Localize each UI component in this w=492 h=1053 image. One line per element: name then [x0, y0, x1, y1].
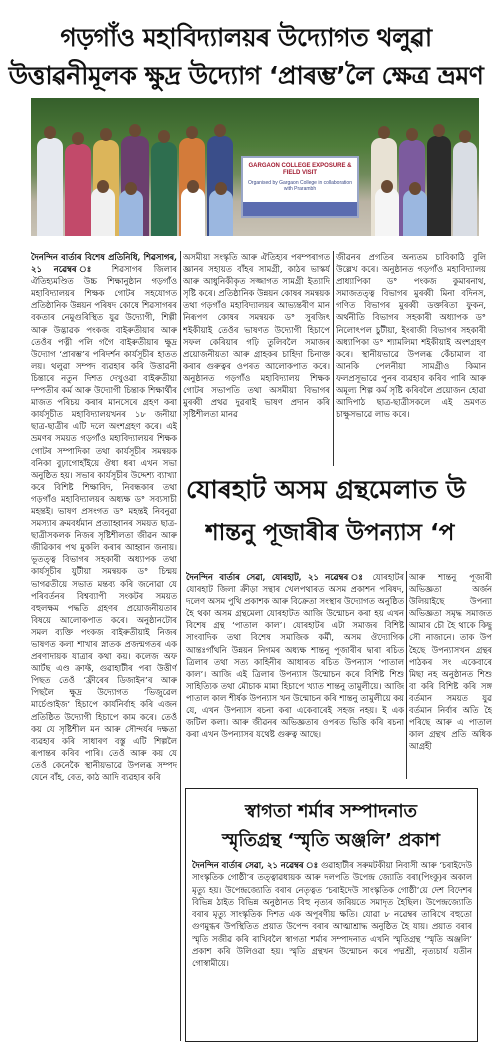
- article1-column3-text: জীৱনৰ প্ৰগতিৰ অন্যতম চাবিকাঠি বুলি উল্লেখ কৰে। অনুষ্ঠানত গড়গাঁও মহাবিদ্যালয় প্ৰাধ্যাপিকা ড° পংকজ কুমাৰনাথ, সমাজতত্ত্ব বিভাগৰ মুৰব্বী মিনা বদিনস, গণিত বিভাগৰ মুৰব্বী ডক্তৰিতা ফুকন, অৰ্থনীতি বিভাগৰ সহকাৰী অধ্যাপক ড° নিলোৎপল চুটীয়া, ইংৰাজী বিভাগৰ সহকাৰী অধ্যাপিকা ড° শ্যামলিমা শইকীয়াই অংশগ্ৰহণ কৰে। স্থানীয়ভাৱে উপলব্ধ কেঁচামাল বা আনকি পেলনীয়া সামগ্ৰীও কিমান ফলপ্ৰসূভাৱে পুনৰ ব্যৱহাৰ কৰিব পাৰি আৰু অমূল্য শিল্প কৰ্ম সৃষ্টি কৰিবলৈ প্ৰয়োজন হোৱা আদিপাঠ ছাত্ৰ-ছাত্ৰীসকলে এই ভ্ৰমণত চাক্ষুসভাৱে লাভ কৰে।: [336, 252, 486, 420]
- article1-column1: [31, 251, 177, 1047]
- article1-column2-text: অসমীয়া সংস্কৃতি আৰু ঐতিহ্যৰ পৰম্পৰাগত জ্ঞানৰ সহায়ত বাঁহৰ সামগ্ৰী, কাঠৰ ভাস্কৰ্য আৰু আধুনিকীকৃত সজ্জাগত সামগ্ৰী ইত্যাদি সৃষ্টি কৰে। প্ৰতিষ্ঠানিক উন্নয়ন কোষৰ সমন্বয়ক তথা গড়গাঁও মহাবিদ্যালয়ৰ আভ্যন্তৰীণ মান নিৰূপণ কোষৰ সমন্বয়ক ড° সুৰজিৎ শইকীয়াই তেওঁৰ ভাষণত উদ্যোগী হিচাপে সফল কেৰিয়াৰ গঢ়ি তুলিবলৈ সমাজৰ প্ৰয়োজনীয়তা আৰু গ্ৰাহকৰ চাহিদা চিনাক্ত কৰাৰ গুৰুত্বৰ ওপৰত আলোকপাত কৰে। অনুষ্ঠানত গড়গাঁও মহাবিদ্যালয় শিক্ষক গোটৰ সভাপতি তথা অসমীয়া বিভাগৰ মুৰব্বী প্ৰথৱ দুৱৰাই ভাষণ প্ৰদান কৰি সৃষ্টিশীলতা মানৱ: [183, 252, 330, 420]
- person-figure: [151, 142, 177, 236]
- person-figure: [209, 190, 233, 236]
- article1-byline: দৈনন্দিন বাৰ্তাৰ বিশেষ প্ৰতিনিধি, শিৱসাগৰ, ২১ নৱেম্বৰ ঃ: [31, 252, 177, 275]
- article2-byline: দৈনন্দিন বাৰ্তাৰ সেৱা, যোৰহাট, ২১ নৱেম্বৰ ঃ: [186, 572, 367, 582]
- person-head: [409, 182, 421, 195]
- person-head: [433, 124, 445, 137]
- person-head: [378, 126, 390, 139]
- article1-column2: [183, 251, 330, 466]
- article1-column3: [336, 251, 486, 466]
- person-head: [72, 132, 84, 145]
- article2-column2-text: আৰু শান্তনু পূজাৰী অভিজ্ঞতা অৰ্জন উলিয়াইছে উপন্যা অভিজ্ঞতা সমৃদ্ধ সমাজত আমাৰ চৌ হৈ থাকে কিছু সৌ নাজানে। তাক উপ হৈছে উপন্যাসখন গ্ৰন্থৰ পাঠকৰ সং একেবাৰে মিছা নহ অনুষ্ঠানত শিশু বা কৰি বিশিষ্ট কৰি সঙ্গ বৰ্তমান সময়ত যুৱ বৰ্তমান নিৰ্বাৰ অতি হৈ পৰিছে আৰু এ পাতাল কাল গ্ৰন্থখ প্ৰতি অধিক আগ্ৰহী: [409, 572, 492, 752]
- article1-column1-text: শিৱসাগৰ জিলাৰ ঐতিহ্যমণ্ডিত উচ্চ শিক্ষানুষ্ঠান গড়গাঁও মহাবিদ্যালয়ৰ শিক্ষক গোটৰ সহযোগত প্ৰতিষ্ঠানিক উন্নয়ন পৰিষদ কোষে শিৱসাগৰৰ বকতাৰ নেমুগুৰিস্থিত যুৱ উদ্যোগী, শিল্পী আৰু উদ্ভাৱক পংকজ বাইৰুতীয়াৰ আৰু তেওঁৰ পত্নী পলি গগৈ বাইৰুতীয়াৰ ক্ষুদ্ৰ উদ্যোগ ‘প্ৰাৰম্ভ’ৰ পৰিদৰ্শন কাৰ্যসূচীৰ হাতত লয়। থলুৱা সম্পদ ব্যৱহাৰ কৰি উত্তাৱনী চিন্তাৰে নতুন দিশত দেখুওৱা বাইৰুতীয়া দম্পতীৰ কৰ্ম আৰু উদ্যোগী চিন্তাক শিক্ষাৰ্থীৰ মাজত পৰিচয় কৰাৰ মানসেৰে গ্ৰহণ কৰা কাৰ্যসূচীত মহাবিদ্যালয়খনৰ ১৮ জনীয়া ছাত্ৰ-ছাত্ৰীৰ এটি দলে অংশগ্ৰহণ কৰে। এই ভ্ৰমণৰ সময়ত গড়গাঁও মহাবিদ্যালয়ৰ শিক্ষক গোটৰ সম্পাদিকা তথা কাৰ্যসূচীৰ সমন্বয়ক বনিকা বুঢ়াগোহাঁইয়ে ঔধা ধৰা এখন সভা অনুষ্ঠিত হয়। সভাৰ কাৰ্যসূচীৰ উদ্দেশ্য ব্যাখ্যা কৰে বিশিষ্ট শিক্ষাবিদ, নিবন্ধকাৰ তথা গড়গাঁও মহাবিদ্যালয়ৰ অধ্যক্ষ ড° সব্যসাচী মহন্তই। ভাষণ প্ৰসংগত ড° মহন্তই নিবনুৱা সমস্যাৰ ক্ৰমবৰ্ধমান প্ৰত্যাহ্বানৰ সময়ত ছাত্ৰ-ছাত্ৰীসকলক নিজৰ সৃষ্টিশীলতা জীৱন আৰু জীৱিকাৰ পথ মুকলি কৰাৰ আহ্বান জনায়। ভূতত্ত্ব বিভাগৰ সহকাৰী অধ্যাপক তথা কাৰ্যসূচীৰ যুটীয়া সমন্বয়ক ড° চিন্ময় ভাগৱতীয়ে সভাত মন্তব্য কৰি জনোৱা যে পৰিবৰ্তনৰ বিশ্বব্যাপী সংকটৰ সময়ত বহুলক্ষম পদ্ধতি গ্ৰহণৰ প্ৰয়োজনীয়তাৰ বিষয়ে আলোকপাত কৰে। অনুষ্ঠানটোৰ সমল ব্যক্তি পংকজ বাইৰুতীয়াই নিজৰ ভাষণত কলা শাখাৰ স্নাতক প্ৰজন্মগতৰ এক প্ৰৰণাদায়ক যাত্ৰাৰ কথা কয়। কলেজ অফ আৰ্টছ এণ্ড ক্ৰাফ্ট, গুৱাহাটীৰ পৰা উত্তীৰ্ণ পিছত তেওঁ ‘ফ্ৰীৰেৰ ডিজাইন’ৰ আৰু পিছলৈ ক্ষুদ্ৰ উদ্যোগত ‘ভিজুৱেল মাৰ্চেণ্ডাইজ’ হিচাপে কাৰ্যনিৰ্বাহ কৰি এজন প্ৰতিষ্ঠিত উদ্যোগী হিচাপে কাম কৰে। তেওঁ কয় যে সৃষ্টিশীল মন আৰু সৌন্দৰ্যৰ দক্ষতা ব্যৱহাৰ কৰি সাধাৰণ বস্তু এটি শিল্পলৈ ৰূপান্তৰ কৰিব পাৰি। তেওঁ আৰু কয় যে তেওঁ কেনেকৈ স্থানীয়ভাৱে উপলব্ধ সম্পদ যেনে বাঁহ, বেত, কাঠ আদি ব্যৱহাৰ কৰি: [31, 264, 177, 783]
- person-head: [186, 126, 198, 139]
- person-head: [459, 130, 471, 143]
- person-figure: [65, 144, 91, 236]
- person-figure: [37, 138, 63, 236]
- person-figure: [427, 136, 451, 236]
- article3-headline-line1: স্বাগতা শৰ্মাৰ সম্পাদনাত: [244, 801, 418, 822]
- person-figure: [119, 190, 143, 236]
- article2-column2: [409, 571, 492, 779]
- column-rule: [406, 571, 407, 779]
- person-head: [129, 124, 141, 137]
- article3-box: [185, 788, 478, 1042]
- article3-byline: দৈনন্দিন বাৰ্তাৰ সেৱা, ২১ নৱেম্বৰ ঃ: [192, 860, 319, 870]
- column-rule: [333, 251, 334, 466]
- person-figure: [181, 188, 205, 236]
- person-head: [100, 128, 112, 141]
- person-head: [406, 128, 418, 141]
- person-figure: [453, 142, 477, 236]
- person-figure: [375, 188, 399, 236]
- person-head: [44, 126, 56, 139]
- article2-headline-line2: শান্তনু পূজাৰীৰ উপন্যাস ‘প: [205, 520, 455, 546]
- person-head: [215, 182, 227, 195]
- article1-headline-line2: উত্তাৱনীমূলক ক্ষুদ্ৰ উদ্যোগ ‘প্ৰাৰম্ভ’লৈ ক্ষেত্ৰ ভ্ৰমণ: [8, 61, 484, 90]
- person-head: [187, 180, 199, 193]
- article3-headline-line2: স্মৃতিগ্ৰন্থ ‘স্মৃতি অঞ্জলি’ প্ৰকাশ: [222, 830, 440, 851]
- event-banner: [241, 156, 359, 218]
- person-head: [381, 180, 393, 193]
- banner-title: GARGAON COLLEGE EXPOSURE & FIELD VISIT: [248, 163, 352, 176]
- article2-headline-line1: যোৰহাট অসম গ্ৰন্থমেলাত উ: [186, 475, 466, 504]
- banner-stripe: [243, 202, 357, 216]
- article2-column1: [186, 571, 404, 779]
- person-figure: [403, 190, 427, 236]
- person-head: [97, 180, 109, 193]
- article1-headline-line1: গড়গাঁও মহাবিদ্যালয়ৰ উদ্যোগত থলুৱা: [60, 23, 432, 52]
- banner-subtitle: Organised by Gargaon College in collaboration with Prarambh: [248, 180, 352, 192]
- person-head: [214, 124, 226, 137]
- person-head: [158, 130, 170, 143]
- group-photo: [31, 98, 479, 236]
- person-figure: [91, 188, 115, 236]
- article3-text: গুৱাহাটীৰ সৰুমটকীয়া নিবাসী আৰু ‘চৰাইদেউ সাংস্কৃতিক গোষ্ঠী’ৰ তত্ত্বাৱধায়ক আৰু দলপতি উপেন্দ্ৰ জ্যোতি বৰা(পিংকু)ৰ অকাল মৃত্যু হয়। উপেন্দ্ৰজ্যোতি বৰাৰ নেতৃত্বত ‘চৰাইদেউ সাংস্কৃতিক গোষ্ঠী’য়ে দেশ বিদেশৰ বিভিন্ন ঠাইত বিভিন্ন অনুষ্ঠানত বিহু নৃত্যৰ জৰিয়তে সমাদৃত হৈছিল। উপেন্দ্ৰজ্যোতি বৰাৰ মৃত্যু সাংস্কৃতিক দিশত এক অপূৰণীয় ক্ষতি। যোৱা ৮ নৱেম্বৰ তাৰিখে বহুতো গুণমুগ্ধৰ উপস্থিতিত প্ৰয়াত উপেন্দ বৰাৰ আত্মাশ্ৰাদ্ধ অনুষ্ঠিত হৈ যায়। প্ৰয়াত বৰাৰ স্মৃতি সজীৱ কৰি ৰাখিবলৈ স্বাগতা শৰ্মাৰ সম্পাদনাত এখনি স্মৃতিগ্ৰন্থ ‘স্মৃতি অঞ্জলি’ প্ৰকাশ কৰি উলিওৱা হয়। স্মৃতি গ্ৰন্থখন উন্মোচন কৰে পদ্মশ্ৰী, নৃত্যচাৰ্য যতীন গোস্বামীয়ে।: [192, 860, 472, 969]
- column-rule: [180, 251, 181, 1041]
- person-head: [125, 182, 137, 195]
- article2-column1-text: যোৰহাটৰ যোৰহাট জিলা ক্ৰীড়া সন্থাৰ খেলপথাৰত অসম প্ৰকাশন পৰিষদ, দলেণ অসম পুথি প্ৰকাশক আৰু বিক্ৰেতা সংস্থাৰ উদ্যোগত অনুষ্ঠিত হৈ থকা অসম গ্ৰন্থমেলা যোৰহাটত আজি উন্মোচন কৰা হয় এখন বিশেষ গ্ৰন্থ ‘পাতাল কাল’। যোৰহাটৰ এটা সমাজৰ বিশিষ্ট সাংবাদিক তথা বিশেষ সমাজিক কৰ্মী, অসম ঔদ্যোগিক আন্তঃগাঁথনি উন্নয়ন নিগমৰ অধ্যক্ষ শান্তনু পূজাৰীৰ দ্বাৰা ৰচিত ত্ৰিলাৰ তথা সত্য কাহিনীৰ আধাৰত ৰচিত উপন্যাস ‘পাতাল কাল’। আজি এই ত্ৰিলাৰ উপন্যাস উন্মোচন কৰে বিশিষ্ট শিশু সাহিত্যিক তথা মৌচাক মামা হিচাপে খ্যাত শান্তনু তামুলীয়ে। আজি পাতাল কাল শীৰ্ষক উপন্যাস খন উন্মোচন কৰি শান্তনু তামুলীয়ে কয় যে, এখন উপন্যাস ৰচনা কৰা একেবাৰেই সহজ নহয়। ই এক জটিল কলা। আৰু জীৱনৰ অভিজ্ঞতাৰ ওপৰত ভিত্তি কৰি ৰচনা কৰা এখন উপন্যাসৰ যথেষ্ট গুৰুত্ব আছে।: [186, 572, 404, 740]
- article3-body: [192, 859, 472, 1037]
